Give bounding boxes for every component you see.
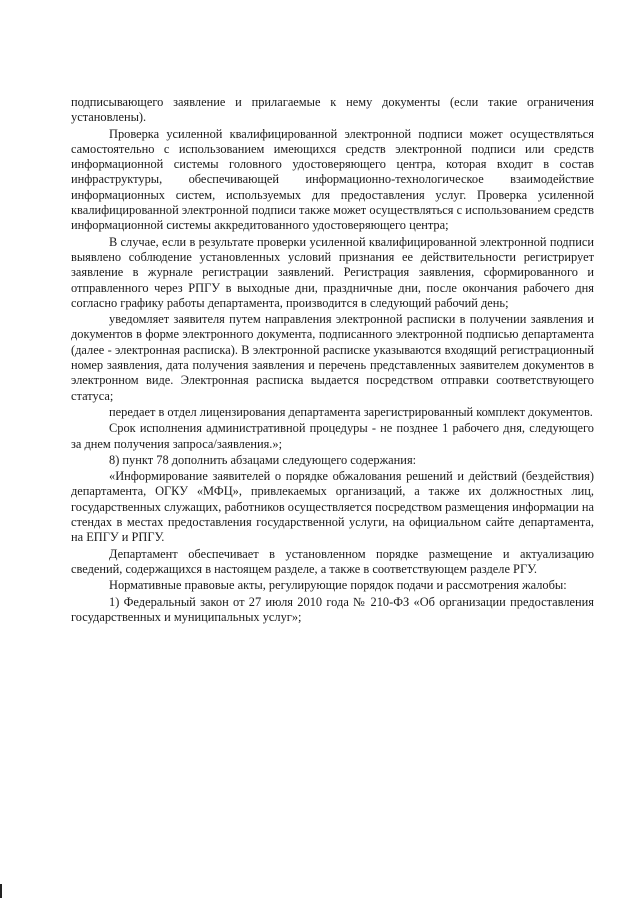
paragraph-signature-check: Проверка усиленной квалифицированной электронной подписи может осуществляться самостоятельно с использованием имеющихся средств электронной подписи или средств информационной системы головного удостоверяющего центра, которая входит в состав инфраструктуры, обеспечивающей информационно-технологическое взаимодействие информационных систем, используемых для предоставления услуг. Проверка усиленной квалифицированной электронной подписи также может осуществляться с использованием средств информационной системы аккредитованного удостоверяющего центра; [71, 126, 594, 233]
paragraph-amendment: 8) пункт 78 дополнить абзацами следующего содержания: [109, 452, 417, 467]
scan-edge-mark [0, 884, 2, 898]
paragraph-receipt: уведомляет заявителя путем направления электронной расписки в получении заявления и документов в форме электронного документа, подписанного электронной подписью департамента (далее - электронная расписка). В электронной расписке указываются входящий регистрационный номер заявления, дата получения заявления и перечень представленных заявителем документов в электронном виде. Электронная расписка выдается посредством отправки соответствующего статуса; [71, 312, 594, 403]
paragraph-department-duty: Департамент обеспечивает в установленном порядке размещение и актуализацию сведений, содержащихся в настоящем разделе, а также в соответствующем разделе РГУ. [71, 546, 594, 576]
paragraph-informing: «Информирование заявителей о порядке обжалования решений и действий (бездействия) департамента, ОГКУ «МФЦ», привлекаемых организаций, а также их должностных лиц, государственных служащих, работников осуществляется посредством размещения информации на стендах в местах предоставления государственной услуги, на официальном сайте департамента, на ЕПГУ и РПГУ. [71, 469, 594, 545]
paragraph-transfer: передает в отдел лицензирования департамента зарегистрированный комплект документов. [109, 404, 593, 419]
paragraph-registration: В случае, если в результате проверки усиленной квалифицированной электронной подписи выявлено соблюдение установленных условий признания ее действительности регистрирует заявление в журнале регистрации заявлений. Регистрация заявления, сформированного и отправленного через РПГУ в выходные дни, праздничные дни, после окончания рабочего дня согласно графику работы департамента, производится в следующий рабочий день; [71, 234, 594, 310]
paragraph-federal-law: 1) Федеральный закон от 27 июля 2010 года № 210-ФЗ «Об организации предоставления государственных и муниципальных услуг»; [71, 594, 594, 624]
paragraph-continuation: подписывающего заявление и прилагаемые к нему документы (если такие ограничения установлены). [71, 95, 594, 125]
paragraph-normative-acts: Нормативные правовые акты, регулирующие порядок подачи и рассмотрения жалобы: [109, 578, 567, 593]
document-body [71, 95, 594, 625]
paragraph-deadline: Срок исполнения административной процедуры - не позднее 1 рабочего дня, следующего за днем получения запроса/заявления.»; [71, 421, 594, 451]
